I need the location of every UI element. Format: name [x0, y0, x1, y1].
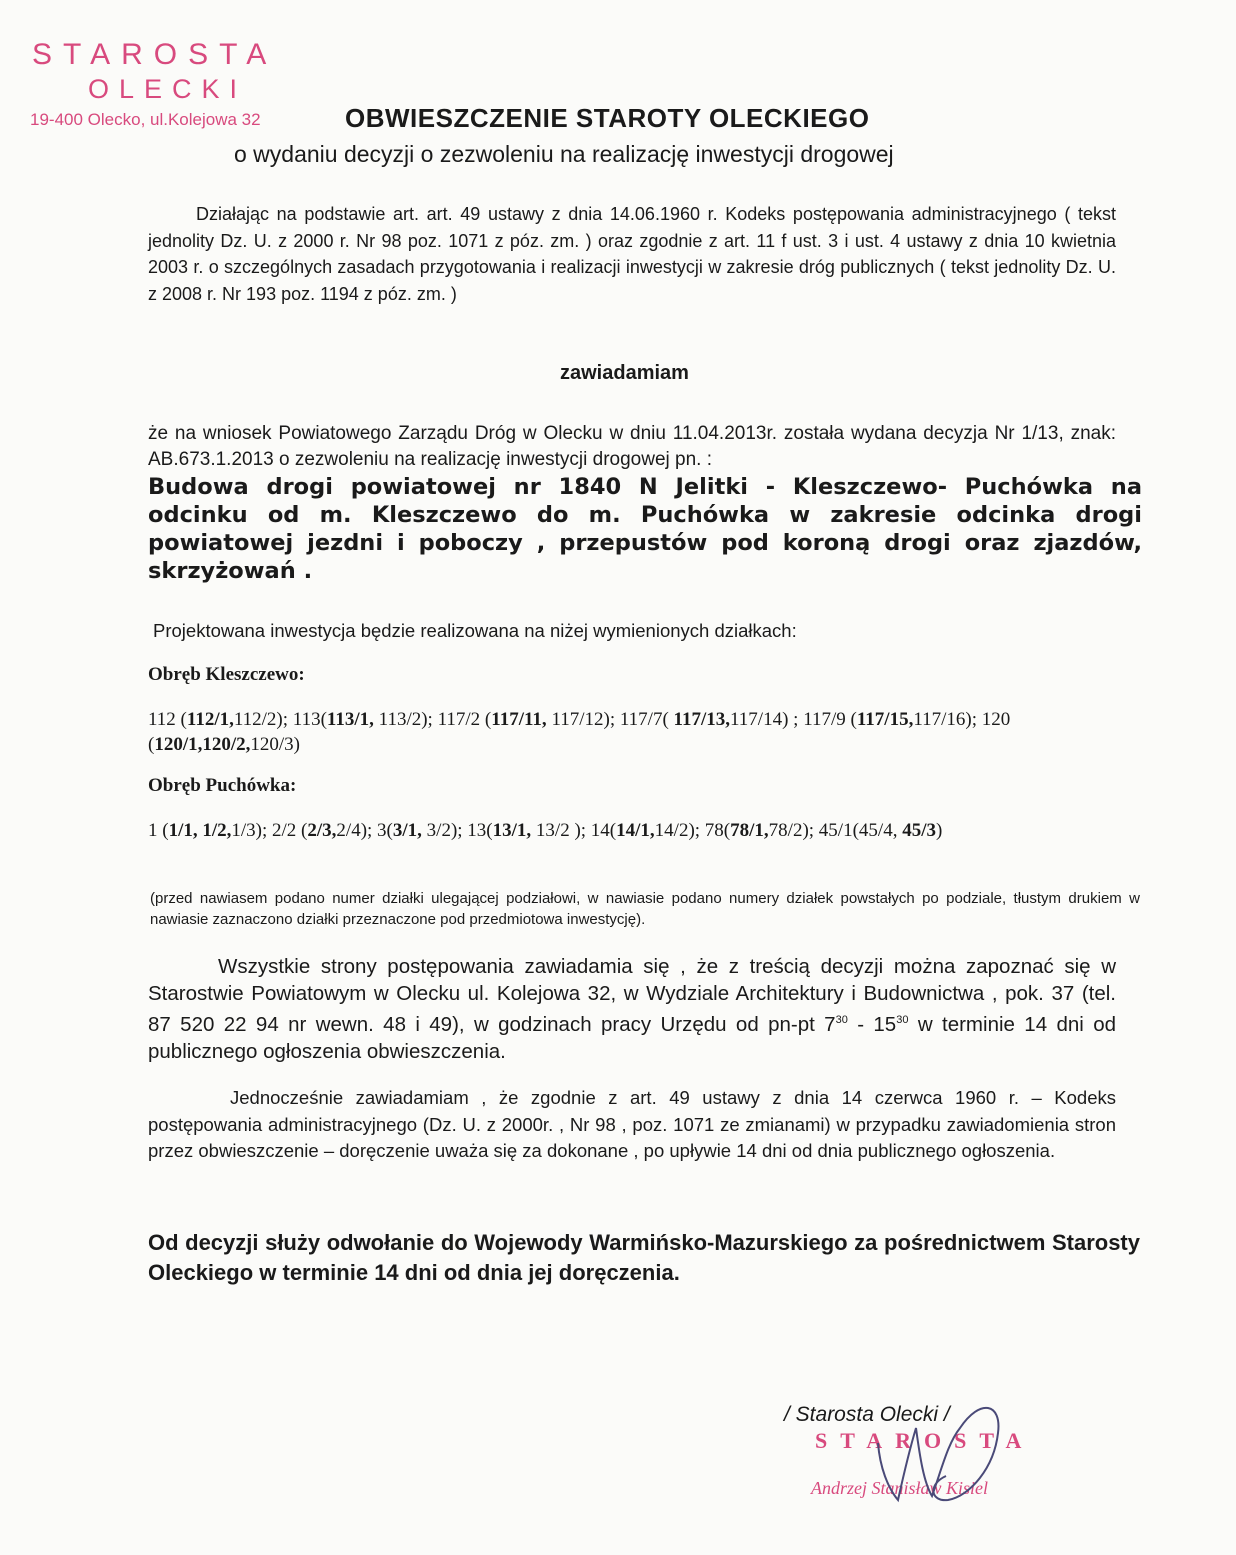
parcels-intro: Projektowana inwestycja będzie realizowana na niżej wymienionych działkach:	[153, 620, 797, 641]
stamp-subtitle: OLECKI	[88, 74, 248, 104]
stamp-address: 19-400 Olecko, ul.Kolejowa 32	[30, 110, 261, 129]
stamp-title: STAROSTA	[32, 38, 278, 71]
signature-stamp: STAROSTA	[815, 1428, 1035, 1453]
signature-person-name: Andrzej Stanisław Kisiel	[811, 1478, 989, 1498]
decision-paragraph: że na wniosek Powiatowego Zarządu Dróg w Olecku w dniu 11.04.2013r. została wydana decyzja Nr 1/13, znak: AB.673.1.2013 o zezwoleniu na realizację inwestycji drogowej pn. :	[148, 423, 1116, 470]
notice-heading: zawiadamiam	[560, 362, 689, 384]
document-title: OBWIESZCZENIE STAROTY OLECKIEGO	[345, 103, 870, 133]
basis-paragraph: Działając na podstawie art. art. 49 ustawy z dnia 14.06.1960 r. Kodeks postępowania administracyjnego ( tekst jednolity Dz. U. z 2000 r. Nr 98 poz. 1071 z póz. zm. ) oraz zgodnie z art. 11 f ust. 3 i ust. 4 ustawy z dnia 10 kwietnia 2003 r. o szczególnych zasadach przygotowania i realizacji inwestycji w zakresie dróg publicznych ( tekst jednolity Dz. U. z 2008 r. Nr 193 poz. 1194 z póz. zm. )	[148, 204, 1116, 304]
access-paragraph: Wszystkie strony postępowania zawiadamia się , że z treścią decyzji można zapoznać się w Starostwie Powiatowym w Olecku ul. Kolejowa 32, w Wydziale Architektury i Budownictwa , pok. 37 (tel. 87 520 22 94 nr wewn. 48 i 49), w godzinach pracy Urzędu od pn-pt $7^{30} - 15^{30}$ w terminie 14 dni od publicznego ogłoszenia obwieszczenia.	[148, 955, 1116, 1063]
handwritten-signature	[850, 1388, 1020, 1508]
document-subtitle: o wydaniu decyzji o zezwoleniu na realizację inwestycji drogowej	[234, 141, 894, 167]
obreb-puchowka-parcels: 1 (1/1, 1/2,1/3); 2/2 (2/3,2/4); 3(3/1, 3/2); 13(13/1, 13/2 ); 14(14/1,14/2); 78(78/1,78/2); 45/1(45/4, 45/3)	[148, 820, 943, 841]
obreb-puchowka-label: Obręb Puchówka:	[148, 775, 297, 796]
delivery-paragraph: Jednocześnie zawiadamiam , że zgodnie z art. 49 ustawy z dnia 14 czerwca 1960 r. – Kodeks postępowania administracyjnego (Dz. U. z 2000r. , Nr 98 , poz. 1071 ze zmianami) w przypadku zawiadomienia stron przez obwieszczenie – doręczenie uważa się za dokonane , po upływie 14 dni od dnia publicznego ogłoszenia.	[148, 1087, 1116, 1161]
obreb-kleszczewo-parcels: 112 (112/1,112/2); 113(113/1, 113/2); 117/2 (117/11, 117/12); 117/7( 117/13,117/14) ; 117/9 (117/15,117/16); 120 (120/1,120/2,120/3)	[148, 709, 1011, 755]
investment-name: Budowa drogi powiatowej nr 1840 N Jelitki - Kleszczewo- Puchówka na odcinku od m. Kleszczewo do m. Puchówka w zakresie odcinka drogi powiatowej jezdni i poboczy , przepustów pod koroną drogi oraz zjazdów, skrzyżowań .	[148, 474, 1142, 584]
obreb-kleszczewo-label: Obręb Kleszczewo:	[148, 664, 305, 685]
appeal-paragraph: Od decyzji służy odwołanie do Wojewody Warmińsko-Mazurskiego za pośrednictwem Starosty Oleckiego w terminie 14 dni od dnia jej doręczenia.	[148, 1230, 1140, 1285]
parcels-note: (przed nawiasem podano numer działki ulegającej podziałowi, w nawiasie podano numery działek powstałych po podziale, tłustym drukiem w nawiasie zaznaczono działki przeznaczone pod przedmiotowa inwestycję).	[150, 890, 1140, 928]
signature-role: / Starosta Olecki /	[784, 1403, 950, 1426]
